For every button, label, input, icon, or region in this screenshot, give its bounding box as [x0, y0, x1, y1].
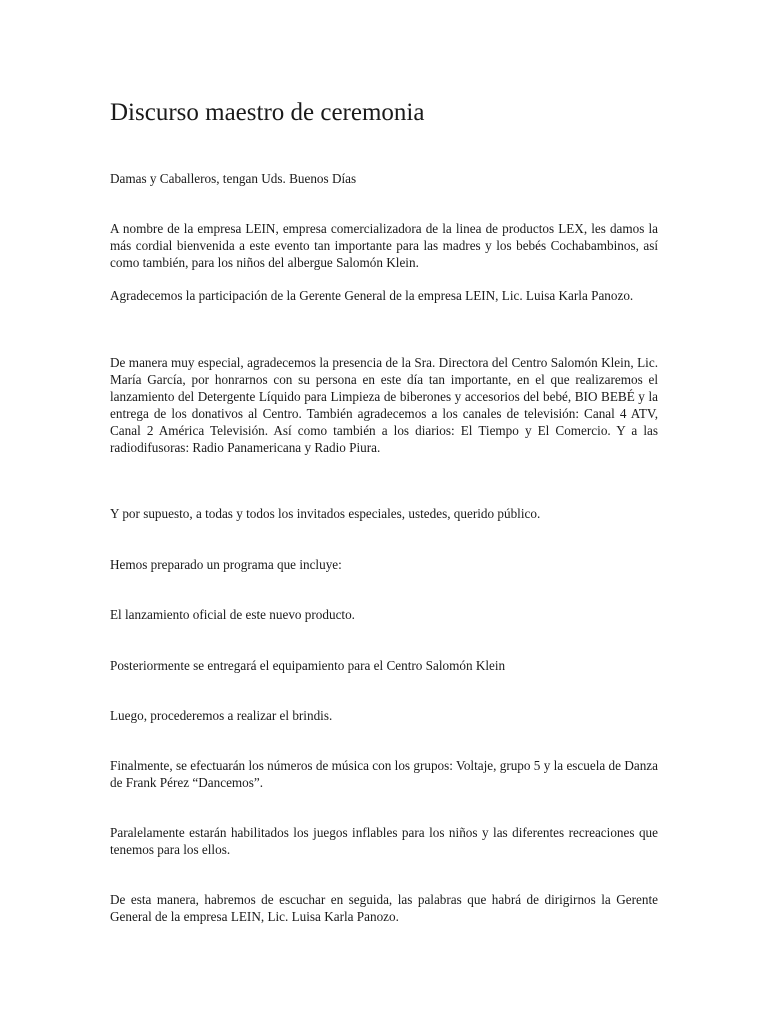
document-title: Discurso maestro de ceremonia [110, 99, 425, 126]
paragraph-program-music: Finalmente, se efectuarán los números de música con los grupos: Voltaje, grupo 5 y la escuela de Danza de Frank Pérez “Dancemos”. [110, 758, 658, 790]
paragraph-program-toast: Luego, procederemos a realizar el brindis. [110, 708, 333, 723]
paragraph-thanks-manager: Agradecemos la participación de la Gerente General de la empresa LEIN, Lic. Luisa Karla Panozo. [110, 288, 634, 303]
paragraph-greeting: Damas y Caballeros, tengan Uds. Buenos Días [110, 171, 357, 186]
paragraph-program-launch: El lanzamiento oficial de este nuevo producto. [110, 607, 355, 622]
paragraph-program-intro: Hemos preparado un programa que incluye: [110, 557, 342, 572]
paragraph-closing: De esta manera, habremos de escuchar en seguida, las palabras que habrá de dirigirnos la Gerente General de la empresa LEIN, Lic. Luisa Karla Panozo. [110, 892, 658, 924]
paragraph-special-thanks: De manera muy especial, agradecemos la presencia de la Sra. Directora del Centro Salomón Klein, Lic. María García, por honrarnos con su persona en este día tan importante, en el que realizaremos el lanzamiento del Detergente Líquido para Limpieza de biberones y accesorios del bebé, BIO BEBÉ y la entrega de los donativos al Centro. También agradecemos a los canales de televisión: Canal 4 ATV, Canal 2 América Televisión. Así como también a los diarios: El Tiempo y El Comercio. Y a las radiodifusoras: Radio Panamericana y Radio Piura. [110, 355, 658, 455]
paragraph-guests: Y por supuesto, a todas y todos los invitados especiales, ustedes, querido público. [110, 506, 541, 521]
paragraph-inflatables: Paralelamente estarán habilitados los juegos inflables para los niños y las diferentes recreaciones que tenemos para los ellos. [110, 825, 658, 857]
paragraph-program-equipment: Posteriormente se entregará el equipamiento para el Centro Salomón Klein [110, 658, 506, 673]
paragraph-welcome: A nombre de la empresa LEIN, empresa comercializadora de la linea de productos LEX, les damos la más cordial bienvenida a este evento tan importante para las madres y los bebés Cochabambinos, así como también, para los niños del albergue Salomón Klein. [110, 221, 658, 270]
